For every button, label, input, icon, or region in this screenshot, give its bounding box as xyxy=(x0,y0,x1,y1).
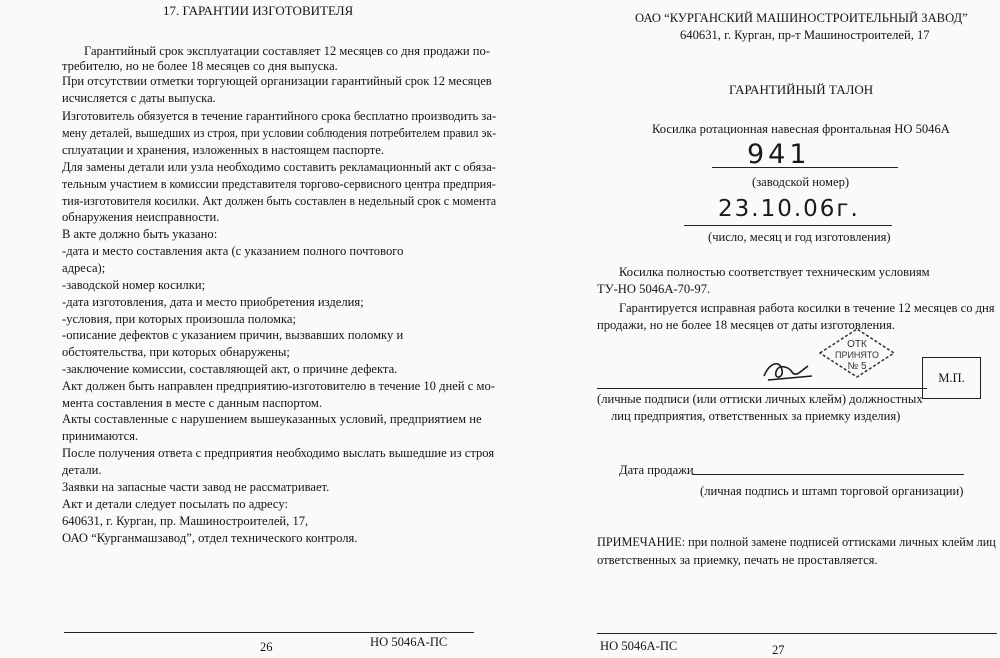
signature-line xyxy=(597,388,927,389)
stamp-text: № 5 xyxy=(847,361,867,372)
text-line: тельным участием в комиссии представителя торгово-сервисного центра предприя- xyxy=(62,177,496,191)
manufacture-date-handwritten: 23.10.06г. xyxy=(718,196,860,222)
otk-stamp-icon xyxy=(816,325,898,381)
document-title: ГАРАНТИЙНЫЙ ТАЛОН xyxy=(729,82,874,97)
text-line: Для замены детали или узла необходимо составить рекламационный акт с обяза- xyxy=(62,160,496,174)
text-line: -заводской номер косилки; xyxy=(62,278,206,292)
mp-box: М.П. xyxy=(922,357,981,399)
serial-number-handwritten: 941 xyxy=(747,139,811,170)
page-number: 26 xyxy=(260,640,273,654)
date-caption: (число, месяц и год изготовления) xyxy=(708,230,891,244)
text-line: требителю, но не более 18 месяцев со дня выпуска. xyxy=(62,59,338,73)
section-heading: 17. ГАРАНТИИ ИЗГОТОВИТЕЛЯ xyxy=(163,3,354,18)
doc-code: НО 5046А-ПС xyxy=(370,635,448,649)
text-line: Гарантийный срок эксплуатации составляет 12 месяцев со дня продажи по- xyxy=(84,44,491,58)
footer-rule xyxy=(64,632,474,633)
text-line: ОАО “Курганмашзавод”, отдел технического контроля. xyxy=(62,531,358,545)
sale-date-line xyxy=(692,474,964,475)
conformity-line: ТУ-НО 5046А-70-97. xyxy=(597,282,711,296)
text-line: Акт должен быть направлен предприятию-изготовителю в течение 10 дней с мо- xyxy=(62,379,495,393)
serial-caption: (заводской номер) xyxy=(752,175,850,189)
company-name: ОАО “КУРГАНСКИЙ МАШИНОСТРОИТЕЛЬНЫЙ ЗАВОД” xyxy=(635,11,968,25)
text-line: При отсутствии отметки торгующей организации гарантийный срок 12 месяцев xyxy=(62,74,492,88)
sale-date-label: Дата продажи xyxy=(619,463,694,477)
stamp-text: ПРИНЯТО xyxy=(834,350,880,360)
text-line: обстоятельства, при которых обнаружены; xyxy=(62,345,290,359)
doc-code: НО 5046А-ПС xyxy=(600,639,678,653)
text-line: мента составления в месте с данным паспортом. xyxy=(62,396,322,410)
sale-caption: (личная подпись и штамп торговой организации) xyxy=(700,484,964,498)
stamp-text: ОТК xyxy=(847,339,867,350)
text-line: В акте должно быть указано: xyxy=(62,227,218,241)
text-line: -дата изготовления, дата и место приобретения изделия; xyxy=(62,295,364,309)
text-line: 640631, г. Курган, пр. Машиностроителей, 17, xyxy=(62,514,309,528)
text-line: детали. xyxy=(62,463,102,477)
text-line: принимаются. xyxy=(62,429,139,443)
conformity-line: Косилка полностью соответствует техническим условиям xyxy=(619,265,930,279)
right-page xyxy=(500,0,1000,658)
page-number: 27 xyxy=(772,643,785,657)
note-line: ПРИМЕЧАНИЕ: при полной замене подписей оттисками личных клейм лиц xyxy=(597,535,996,549)
text-line: -условия, при которых произошла поломка; xyxy=(62,312,296,326)
text-line: исчисляется с даты выпуска. xyxy=(62,91,216,105)
guarantee-line: продажи, но не более 18 месяцев от даты изготовления. xyxy=(597,318,895,332)
text-line: мену деталей, вышедших из строя, при условии соблюдения потребителем правил эк- xyxy=(62,126,497,140)
text-line: сплуатации и хранения, изложенных в настоящем паспорте. xyxy=(62,143,385,157)
text-line: Акт и детали следует посылать по адресу: xyxy=(62,497,288,511)
text-line: тия-изготовителя косилки. Акт должен быть составлен в недельный срок с момента xyxy=(62,194,497,208)
text-line: Акты составленные с нарушением вышеуказанных условий, предприятием не xyxy=(62,412,482,426)
company-address: 640631, г. Курган, пр-т Машиностроителей, 17 xyxy=(680,28,930,42)
text-line: После получения ответа с предприятия необходимо выслать вышедшие из строя xyxy=(62,446,495,460)
text-line: Заявки на запасные части завод не рассматривает. xyxy=(62,480,330,494)
serial-underline xyxy=(712,167,898,168)
text-line: обнаружения неисправности. xyxy=(62,210,220,224)
signature-caption: лиц предприятия, ответственных за приемку изделия) xyxy=(611,409,901,423)
date-underline xyxy=(684,225,892,226)
text-line: Изготовитель обязуется в течение гарантийного срока бесплатно производить за- xyxy=(62,109,497,123)
signature-icon xyxy=(758,352,818,386)
text-line: -дата и место составления акта (с указанием полного почтового xyxy=(62,244,404,258)
text-line: -заключение комиссии, составляющей акт, о причине дефекта. xyxy=(62,362,398,376)
text-line: -описание дефектов с указанием причин, вызвавших поломку и xyxy=(62,328,404,342)
text-line: адреса); xyxy=(62,261,106,275)
signature-caption: (личные подписи (или оттиски личных клейм) должностных xyxy=(597,392,923,406)
guarantee-line: Гарантируется исправная работа косилки в течение 12 месяцев со дня xyxy=(619,301,995,315)
product-name: Косилка ротационная навесная фронтальная НО 5046А xyxy=(652,122,950,136)
footer-rule xyxy=(597,633,997,634)
note-line: ответственных за приемку, печать не проставляется. xyxy=(597,553,878,567)
